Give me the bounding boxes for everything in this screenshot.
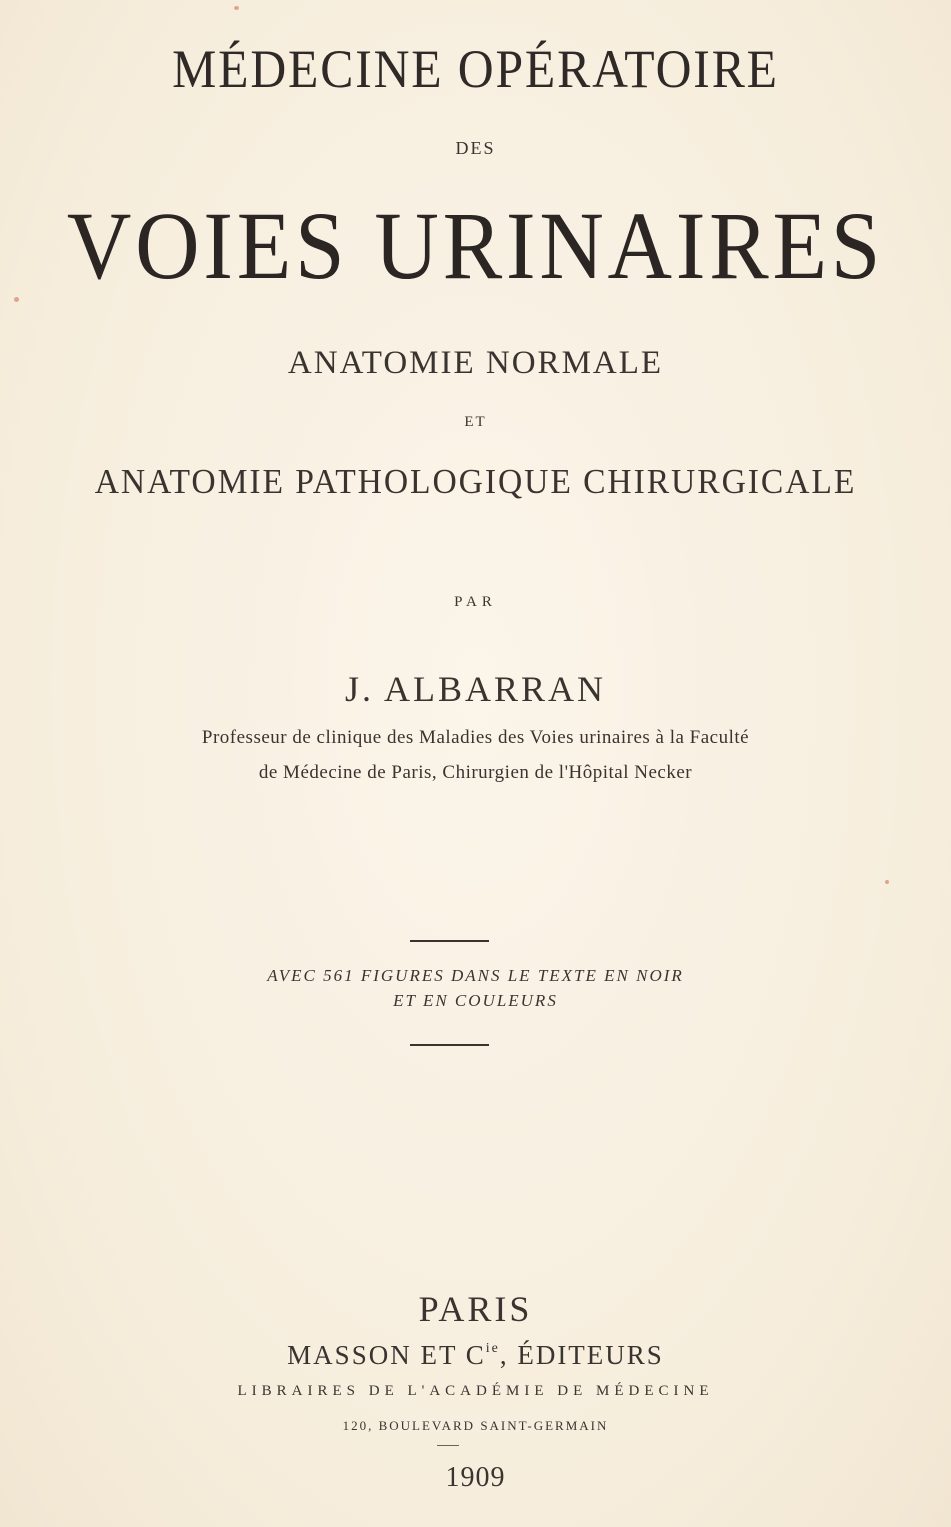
main-title-line-1: MÉDECINE OPÉRATOIRE — [172, 39, 779, 99]
divider-rule-bottom — [410, 1044, 489, 1046]
subtitle-line-1: ANATOMIE NORMALE — [287, 345, 664, 381]
imprint-city: PARIS — [418, 1289, 533, 1329]
byline-par: PAR — [454, 594, 497, 610]
paper-speck — [885, 880, 889, 884]
author-affiliation-line-2: de Médecine de Paris, Chirurgien de l'Hôpital Necker — [258, 762, 693, 783]
imprint-address: 120, BOULEVARD SAINT-GERMAIN — [342, 1418, 609, 1433]
main-title-line-2: VOIES URINAIRES — [66, 192, 885, 299]
title-connector-des: DES — [455, 138, 496, 158]
publisher-name: MASSON ET C — [287, 1340, 486, 1370]
subtitle-line-2: ANATOMIE PATHOLOGIQUE CHIRURGICALE — [94, 462, 857, 501]
author-affiliation-line-1: Professeur de clinique des Maladies des Voies urinaires à la Faculté — [201, 727, 750, 748]
subtitle-connector-et: ET — [464, 414, 487, 430]
imprint-small-rule — [437, 1445, 459, 1446]
figures-note-line-2: ET EN COULEURS — [393, 991, 558, 1010]
author-name: J. ALBARRAN — [344, 669, 607, 709]
paper-speck — [14, 297, 19, 302]
imprint-publisher — [0, 1340, 951, 1371]
publisher-superscript: ie — [485, 1341, 500, 1356]
imprint-libraires: LIBRAIRES DE L'ACADÉMIE DE MÉDECINE — [237, 1383, 714, 1399]
divider-rule-top — [410, 940, 489, 942]
paper-speck — [234, 6, 239, 10]
figures-note-line-1: AVEC 561 FIGURES DANS LE TEXTE EN NOIR — [267, 966, 684, 985]
imprint-year: 1909 — [445, 1462, 506, 1493]
publisher-role: , ÉDITEURS — [499, 1340, 664, 1370]
